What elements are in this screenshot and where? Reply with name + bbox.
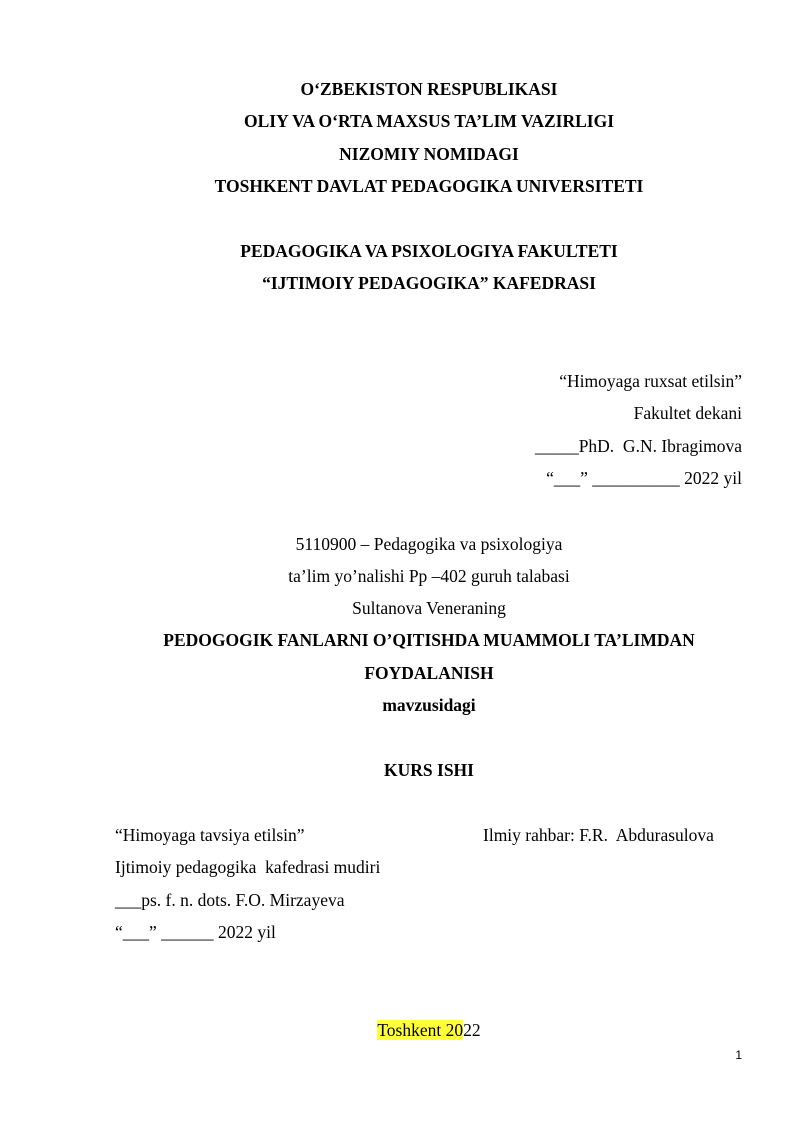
student-specialty: 5110900 – Pedagogika va psixologiya [295, 534, 563, 554]
named-after-line: NIZOMIY NOMIDAGI [339, 144, 519, 164]
university-title: TOSHKENT DAVLAT PEDAGOGIKA UNIVERSITETI [214, 176, 644, 196]
page-number: 1 [735, 1048, 742, 1062]
supervisor-line: Ilmiy rahbar: F.R. Abdurasulova [483, 825, 714, 845]
topic-title-line2: FOYDALANISH [364, 663, 494, 683]
approval-date: “___” __________ 2022 yil [546, 468, 742, 488]
approval-signatory: _____PhD. G.N. Ibragimova [534, 436, 742, 456]
city-year-rest: 22 [463, 1020, 481, 1040]
ministry-title: OLIY VA O‘RTA MAXSUS TA’LIM VAZIRLIGI [243, 111, 615, 131]
approval-heading: “Himoyaga ruxsat etilsin” [559, 371, 742, 391]
recommendation-date: “___” ______ 2022 yil [115, 922, 276, 942]
recommendation-signatory: ___ps. f. n. dots. F.O. Mirzayeva [115, 890, 345, 910]
faculty-title: PEDAGOGIKA VA PSIXOLOGIYA FAKULTETI [240, 241, 618, 261]
recommendation-role: Ijtimoiy pedagogika kafedrasi mudiri [115, 857, 381, 877]
work-type-title: KURS ISHI [384, 760, 474, 780]
city-year-line [0, 1019, 800, 1041]
republic-title: O‘ZBEKISTON RESPUBLIKASI [300, 79, 558, 99]
approval-role: Fakultet dekani [633, 403, 742, 423]
student-name: Sultanova Veneraning [352, 598, 506, 618]
city-year-highlight: Toshkent 20 [377, 1020, 464, 1040]
topic-title-line1: PEDOGOGIK FANLARNI O’QITISHDA MUAMMOLI TA’LIMDAN [163, 630, 695, 650]
topic-suffix: mavzusidagi [382, 695, 476, 715]
department-title: “IJTIMOIY PEDAGOGIKA” KAFEDRASI [262, 273, 596, 293]
recommendation-heading: “Himoyaga tavsiya etilsin” [115, 825, 305, 845]
student-group: ta’lim yo’nalishi Pp –402 guruh talabasi [288, 566, 570, 586]
